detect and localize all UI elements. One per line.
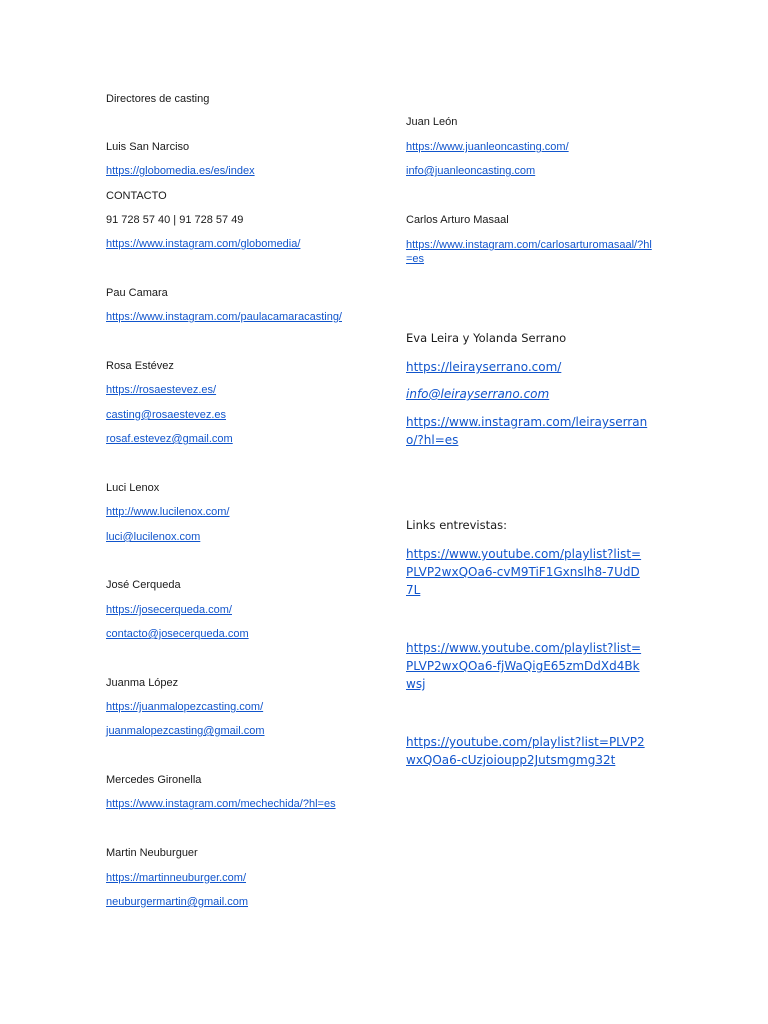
link-mercedes-instagram[interactable]: https://www.instagram.com/mechechida/?hl=es [106,798,336,810]
contact-name-martin: Martin Neuburguer [106,847,198,859]
section-heading: Directores de casting [106,93,210,105]
link-pau-instagram[interactable]: https://www.instagram.com/paulacamaracasting/ [106,311,342,323]
link-martin-web[interactable]: https://martinneuburger.com/ [106,872,247,884]
link-eva-email[interactable]: info@leirayserrano.com [406,387,550,401]
contact-name-luci: Luci Lenox [106,482,160,494]
link-eva-instagram[interactable]: https://www.instagram.com/leirayserrano/?hl=es [406,415,648,447]
link-juan-email[interactable]: info@juanleoncasting.com [406,165,536,177]
link-interview-2[interactable]: https://www.youtube.com/playlist?list=PLVP2wxQOa6-fjWaQigE65zmDdXd4Bkwsj [406,641,642,691]
link-eva-web[interactable]: https://leirayserrano.com/ [406,360,562,374]
contact-phones: 91 728 57 40 | 91 728 57 49 [106,214,244,226]
link-luis-web[interactable]: https://globomedia.es/es/index [106,165,255,177]
interviews-heading: Links entrevistas: [406,518,508,532]
contact-name-rosa: Rosa Estévez [106,360,174,372]
link-jose-web[interactable]: https://josecerqueda.com/ [106,604,232,616]
link-juanma-web[interactable]: https://juanmalopezcasting.com/ [106,701,264,713]
link-interview-3[interactable]: https://youtube.com/playlist?list=PLVP2wxQOa6-cUzjoioupp2Jutsmgmg32t [406,735,645,767]
contact-name-eva: Eva Leira y Yolanda Serrano [406,331,567,345]
contact-name-luis: Luis San Narciso [106,141,190,153]
link-jose-email[interactable]: contacto@josecerqueda.com [106,628,249,640]
contact-name-mercedes: Mercedes Gironella [106,774,202,786]
link-luis-instagram[interactable]: https://www.instagram.com/globomedia/ [106,238,301,250]
link-juan-web[interactable]: https://www.juanleoncasting.com/ [406,141,569,153]
link-rosa-email1[interactable]: casting@rosaestevez.es [106,409,227,421]
link-carlos-instagram[interactable]: https://www.instagram.com/carlosarturomasaal/?hl=es [406,239,652,265]
link-rosa-web[interactable]: https://rosaestevez.es/ [106,384,217,396]
link-luci-web[interactable]: http://www.lucilenox.com/ [106,506,230,518]
contact-label: CONTACTO [106,190,167,202]
contact-name-carlos: Carlos Arturo Masaal [406,214,509,226]
link-juanma-email[interactable]: juanmalopezcasting@gmail.com [106,725,265,737]
link-rosa-email2[interactable]: rosaf.estevez@gmail.com [106,433,233,445]
link-luci-email[interactable]: luci@lucilenox.com [106,531,201,543]
contact-name-pau: Pau Camara [106,287,168,299]
contact-name-juan: Juan León [406,116,458,128]
link-interview-1[interactable]: https://www.youtube.com/playlist?list=PLVP2wxQOa6-cvM9TiF1Gxnslh8-7UdD7L [406,547,642,597]
contact-name-jose: José Cerqueda [106,579,181,591]
link-martin-email[interactable]: neuburgermartin@gmail.com [106,896,249,908]
contact-name-juanma: Juanma López [106,677,179,689]
